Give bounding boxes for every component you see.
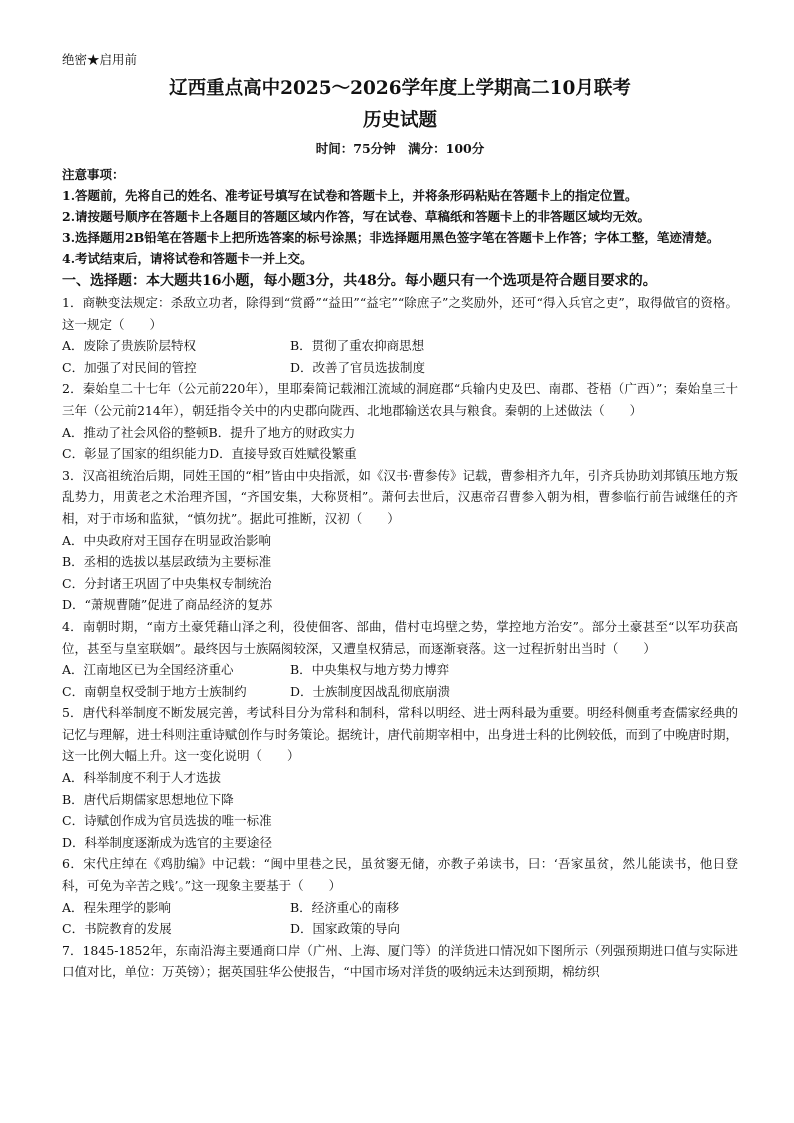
option-c: C．彰显了国家的组织能力: [62, 446, 210, 462]
option-a: A．科举制度不利于人才选拔: [62, 770, 222, 786]
question-5: [62, 702, 738, 853]
option-d: D．改善了官员选拔制度: [290, 359, 426, 375]
notice-item: 2.请按题号顺序在答题卡上各题目的答题区域内作答，写在试卷、草稿纸和答题卡上的非答题区域均无效。: [62, 209, 651, 224]
option-c: C．南朝皇权受制于地方士族制约: [62, 683, 247, 699]
option-b: B．丞相的选拔以基层政绩为主要标准: [62, 554, 272, 570]
section-heading: 一、选择题：本大题共16小题，每小题3分，共48分。每小题只有一个选项是符合题目要求的。: [62, 273, 657, 289]
option-d: D．士族制度因战乱彻底崩溃: [290, 683, 451, 699]
option-d: D．国家政策的导向: [290, 921, 401, 937]
question-stem: 1．商鞅变法规定：杀敌立功者，除得到“赏爵”“益田”“益宅”“除庶子”之奖励外，还可“得入兵官之吏”，取得做官的资格。这一规定（ ）: [62, 295, 738, 332]
option-d: D．科举制度逐渐成为选官的主要途径: [62, 834, 273, 850]
option-a: A．程朱理学的影响: [62, 899, 172, 915]
exam-title: 辽西重点高中2025～2026学年度上学期高二10月联考: [169, 78, 631, 99]
option-a: A．废除了贵族阶层特权: [62, 338, 197, 354]
option-b: B．经济重心的南移: [290, 899, 400, 915]
question-3: [62, 465, 738, 616]
question-stem: 6．宋代庄绰在《鸡肋编》中记载：“闽中里巷之民，虽贫窭无储，亦教子弟读书，曰：‘吾家虽贫，然儿能读书，他日登科，可免为辛苦之贱’。”这一现象主要基于（ ）: [62, 856, 738, 894]
options-line: [62, 443, 738, 465]
question-stem: 4．南朝时期，“南方土豪凭藉山泽之利，役使佃客、部曲，借村屯坞壁之势，掌控地方治安”。部分土豪甚至“以军功获高位，甚至与皇室联姻”。最终因与士族隔阂较深，又遭皇权猜忌，而逐渐衰落。这一过程折射出当时（ ）: [62, 618, 738, 656]
option-b: B．唐代后期儒家思想地位下降: [62, 791, 234, 807]
question-stem: 7．1845-1852年，东南沿海主要通商口岸（广州、上海、厦门等）的洋货进口情况如下图所示（列强预期进口值与实际进口值对比，单位：万英镑）；据英国驻华公使报告，“中国市场对洋货的吸纳远未达到预期，棉纺织: [62, 942, 738, 980]
question-stem: 3．汉高祖统治后期，同姓王国的“相”皆由中央指派，如《汉书·曹参传》记载，曹参相齐九年，引齐兵协助刘邦镇压地方叛乱势力，用黄老之术治理齐国，“齐国安集，大称贤相”。萧何去世后，汉惠帝召曹参入朝为相，曹参临行前告诫继任的齐相，对于市场和监狱，“慎勿扰”。据此可推断，汉初（ ）: [62, 467, 738, 526]
exam-page: [62, 52, 738, 983]
subject-title: 历史试题: [362, 110, 437, 131]
option-c: C．加强了对民间的管控: [62, 359, 197, 375]
question-4: [62, 616, 738, 702]
notice-item: 4.考试结束后，请将试卷和答题卡一并上交。: [62, 251, 313, 266]
notice-title: 注意事项：: [62, 167, 125, 182]
option-a: A．江南地区已为全国经济重心: [62, 662, 234, 678]
question-stem: 5．唐代科举制度不断发展完善，考试科目分为常科和制科，常科以明经、进士两科最为重要。明经科侧重考查儒家经典的记忆与理解，进士科则注重诗赋创作与时务策论。据统计，唐代前期宰相中，出身进士科的比例较低，而到了中晚唐时期，这一比例大幅上升。这一变化说明（ ）: [62, 705, 738, 764]
option-a: A．中央政府对王国存在明显政治影响: [62, 532, 272, 548]
option-c: C．书院教育的发展: [62, 921, 172, 937]
options-line: [62, 422, 738, 444]
options-row: [62, 897, 738, 919]
notice-item: 1.答题前，先将自己的姓名、准考证号填写在试卷和答题卡上，并将条形码粘贴在答题卡上的指定位置。: [62, 188, 638, 203]
option-a: A．推动了社会风俗的整顿: [62, 424, 209, 440]
option-d: D．直接导致百姓赋役繁重: [209, 446, 357, 462]
notice-block: [62, 164, 738, 269]
option-b: B．中央集权与地方势力博弈: [290, 662, 450, 678]
confidential-mark: 绝密★启用前: [62, 52, 138, 67]
option-c: C．分封诸王巩固了中央集权专制统治: [62, 575, 272, 591]
options-row: [62, 681, 738, 703]
options-row: [62, 335, 738, 357]
options-row: [62, 918, 738, 940]
question-2: [62, 378, 738, 464]
option-d: D．“萧规曹随”促进了商品经济的复苏: [62, 597, 273, 613]
notice-item: 3.选择题用2B铅笔在答题卡上把所选答案的标号涂黑；非选择题用黑色签字笔在答题卡上作答；字体工整，笔迹清楚。: [62, 230, 720, 245]
question-1: [62, 292, 738, 378]
question-stem: 2．秦始皇二十七年（公元前220年），里耶秦简记载湘江流域的洞庭郡“兵输内史及巴、南郡、苍梧（广西）”；秦始皇三十三年（公元前214年），朝廷指令关中的内史郡向陇西、北地郡输送农具与粮食。秦朝的上述做法（ ）: [62, 381, 738, 418]
options-row: [62, 659, 738, 681]
question-7: [62, 940, 738, 983]
option-b: B．贯彻了重农抑商思想: [290, 338, 425, 354]
option-c: C．诗赋创作成为官员选拔的唯一标准: [62, 813, 272, 829]
option-b: B．提升了地方的财政实力: [208, 424, 356, 440]
options-row: [62, 357, 738, 379]
time-score-line: 时间：75分钟 满分：100分: [315, 141, 485, 156]
question-6: [62, 853, 738, 939]
